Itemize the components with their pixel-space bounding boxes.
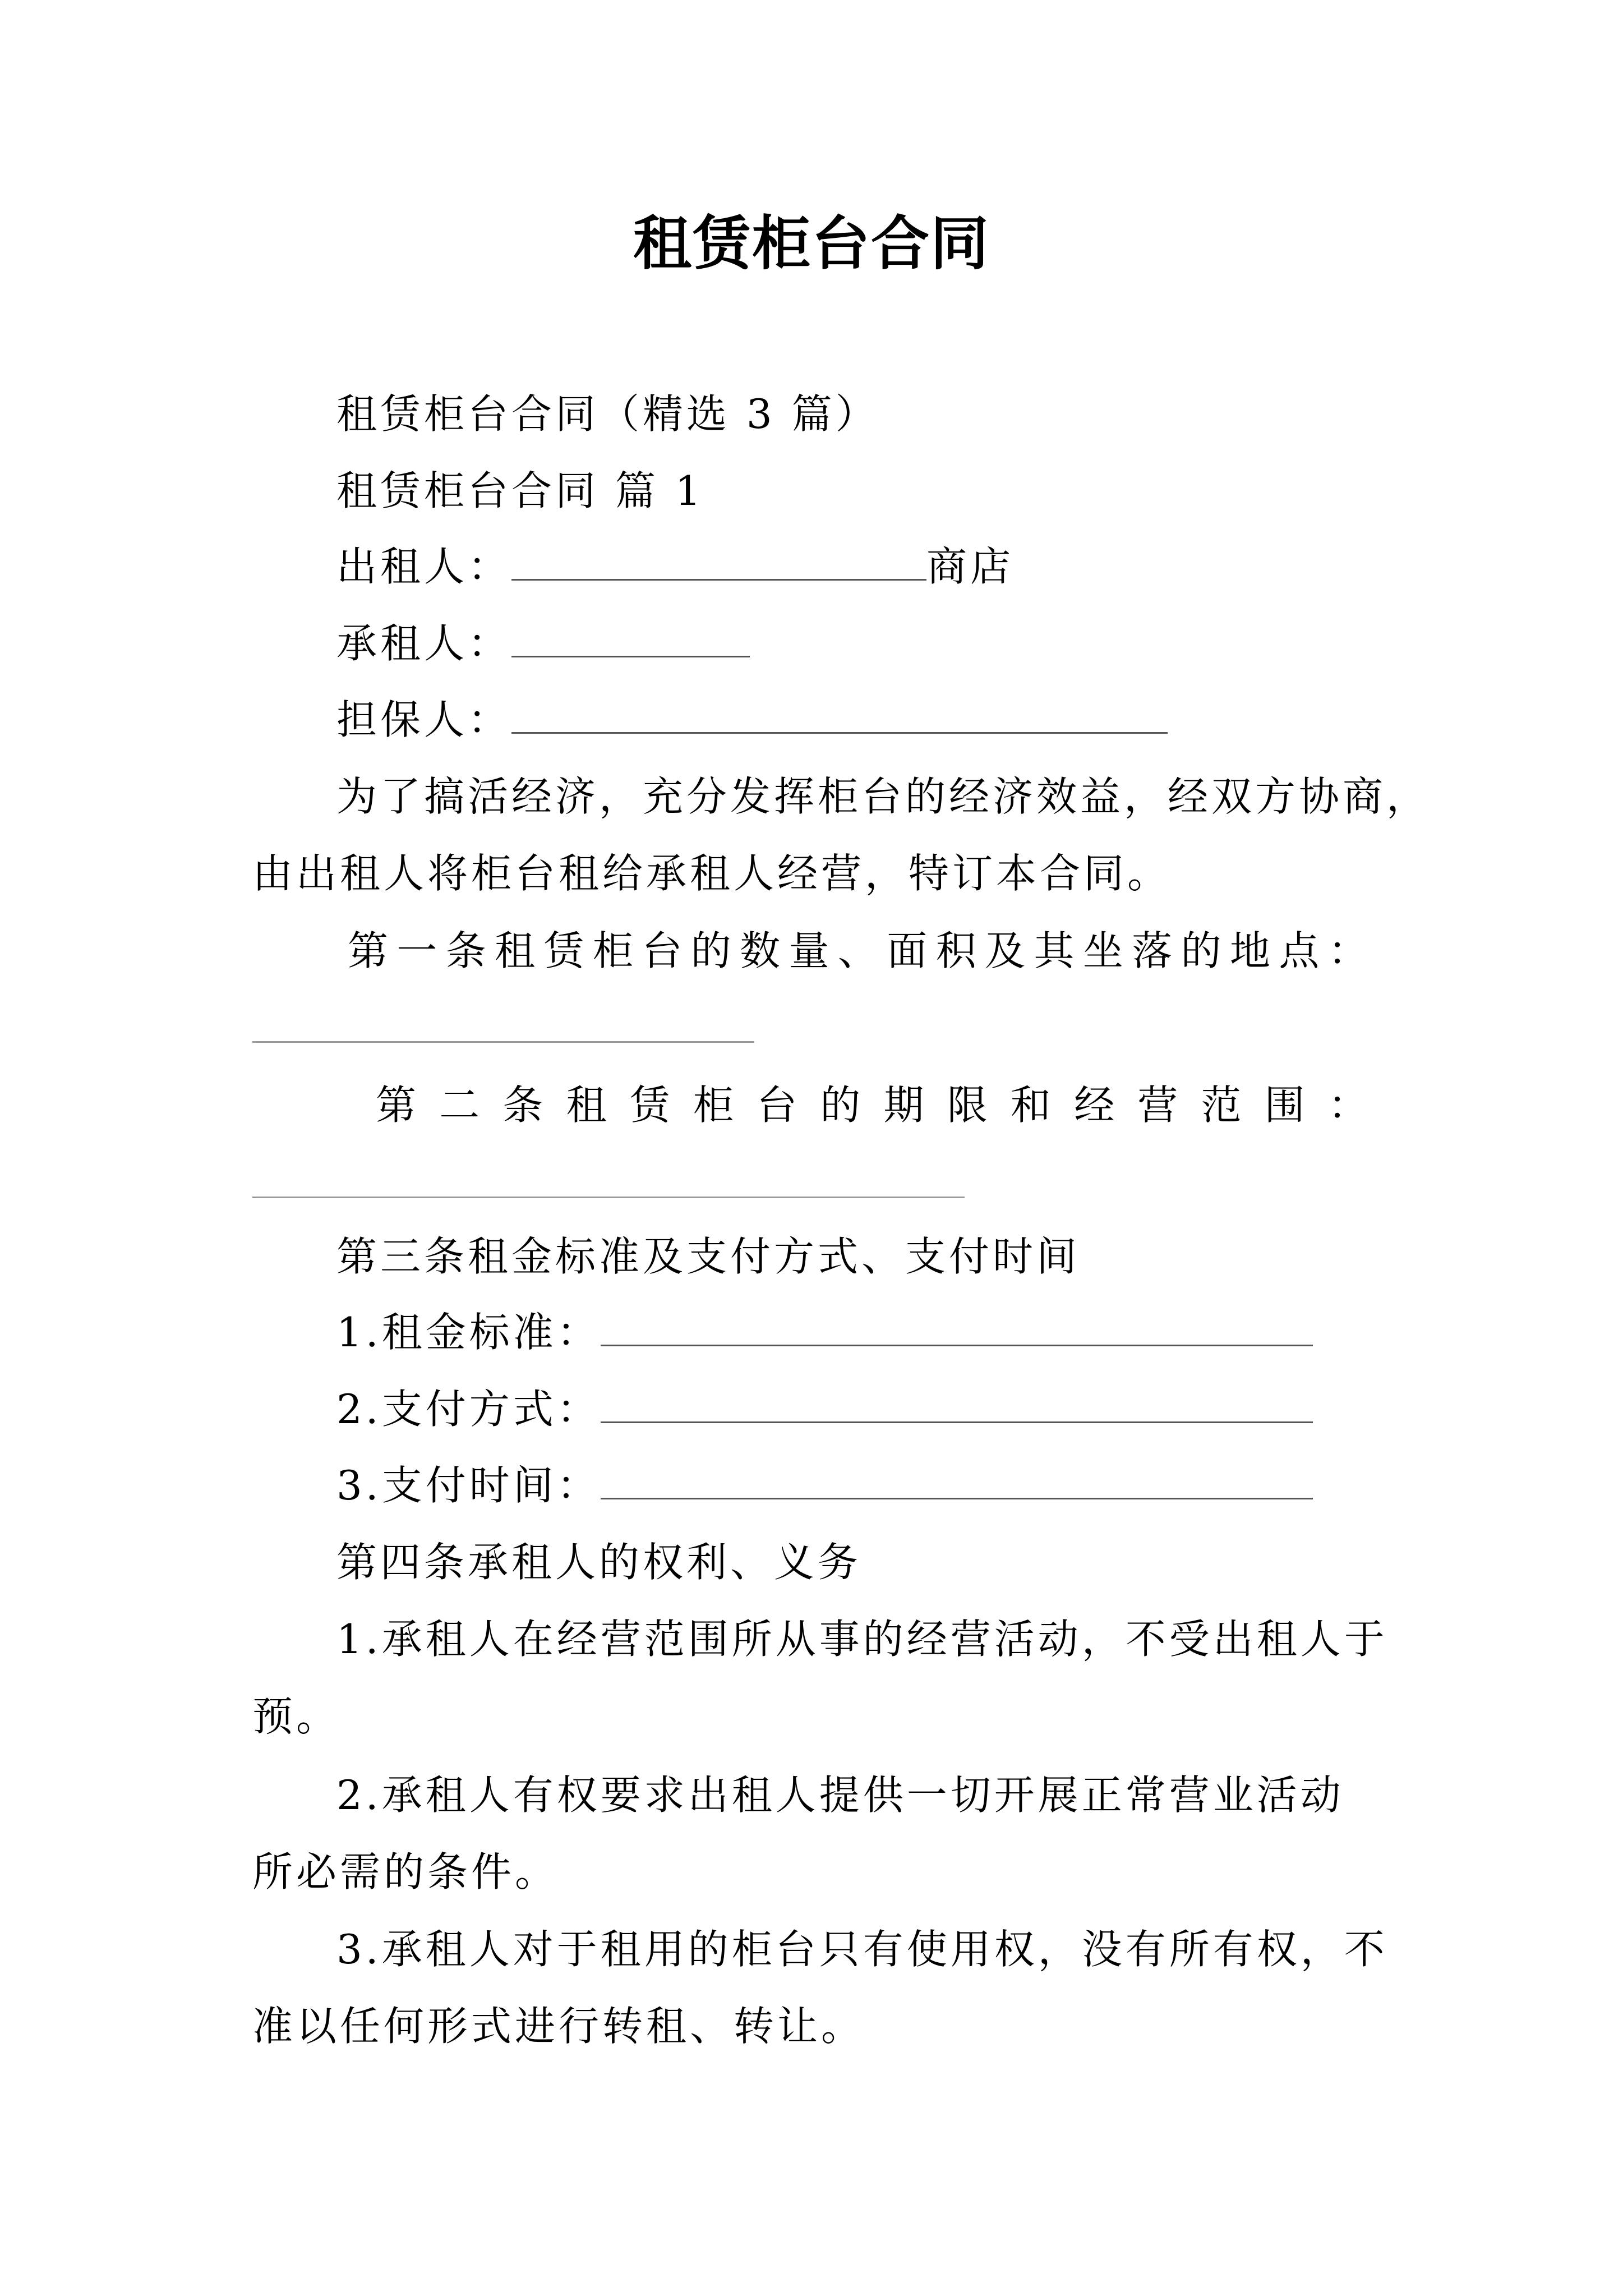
- justified-char: 、: [837, 927, 878, 974]
- justified-char: 租: [495, 927, 536, 974]
- justified-char: 赁: [629, 1082, 670, 1129]
- article-2-text: [376, 1077, 1368, 1133]
- article-4: 第四条承租人的权利、义务: [336, 1539, 862, 1586]
- justified-char: 积: [935, 927, 976, 974]
- justified-char: 条: [502, 1082, 543, 1129]
- lessee-blank: [511, 621, 750, 657]
- justified-char: 第: [348, 927, 389, 974]
- justified-char: 围: [1264, 1082, 1305, 1129]
- intro-line-2: 由出租人将柜台租给承租人经营，特订本合同。: [252, 850, 1172, 897]
- right-3-line-1: 3.承租人对于租用的柜台只有使用权，没有所有权，不: [336, 1926, 1388, 1973]
- right-2-line-1: 2.承租人有权要求出租人提供一切开展正常营业活动: [336, 1772, 1344, 1819]
- justified-char: ：: [1327, 1082, 1368, 1129]
- justified-char: 面: [887, 927, 928, 974]
- lessor-suffix: 商店: [926, 543, 1015, 590]
- payment-method-label: 2.支付方式：: [336, 1386, 601, 1433]
- article-2: [376, 1077, 1368, 1133]
- justified-char: 的: [820, 1082, 861, 1129]
- justified-char: 柜: [592, 927, 633, 974]
- rent-standard-label: 1.租金标准：: [336, 1309, 601, 1356]
- payment-time-blank: [601, 1463, 1313, 1499]
- justified-char: 限: [947, 1082, 988, 1129]
- article-1-text: [348, 923, 1368, 979]
- justified-char: 二: [439, 1082, 480, 1129]
- right-1-line-2: 预。: [252, 1693, 340, 1740]
- intro-line-1: 为了搞活经济，充分发挥柜台的经济效益，经双方协商，: [336, 773, 1431, 820]
- justified-char: ：: [1327, 927, 1368, 974]
- justified-char: 经: [1074, 1082, 1115, 1129]
- justified-char: 及: [985, 927, 1026, 974]
- justified-char: 台: [757, 1082, 797, 1129]
- payment-method-line: [336, 1381, 1313, 1437]
- rent-standard-blank: [601, 1310, 1313, 1346]
- subtitle: 租赁柜台合同（精选 3 篇）: [336, 390, 879, 438]
- section-heading: 租赁柜台合同 篇 1: [336, 467, 704, 514]
- justified-char: 范: [1201, 1082, 1242, 1129]
- lessee-label: 承租人：: [336, 620, 512, 667]
- guarantor-blank: [511, 697, 1168, 734]
- justified-char: 期: [883, 1082, 924, 1129]
- justified-char: 柜: [693, 1082, 734, 1129]
- justified-char: 的: [690, 927, 731, 974]
- justified-char: 的: [1181, 927, 1221, 974]
- guarantor-line: [336, 692, 1168, 748]
- payment-time-line: [336, 1457, 1313, 1513]
- lessor-label: 出租人：: [336, 543, 512, 590]
- justified-char: 台: [642, 927, 683, 974]
- lessee-line: [336, 615, 750, 671]
- article-1: [348, 923, 1368, 979]
- justified-char: 量: [789, 927, 829, 974]
- article-3: 第三条租金标准及支付方式、支付时间: [336, 1233, 1081, 1280]
- justified-char: 点: [1279, 927, 1320, 974]
- justified-char: 其: [1034, 927, 1075, 974]
- justified-char: 赁: [543, 927, 584, 974]
- justified-char: 营: [1137, 1082, 1178, 1129]
- justified-char: 地: [1230, 927, 1271, 974]
- article-2-blank: [252, 1197, 965, 1198]
- justified-char: 一: [396, 927, 437, 974]
- lessor-line: [336, 539, 1014, 595]
- justified-char: 数: [740, 927, 781, 974]
- payment-time-label: 3.支付时间：: [336, 1462, 601, 1509]
- justified-char: 和: [1010, 1082, 1051, 1129]
- payment-method-blank: [601, 1387, 1313, 1423]
- justified-char: 落: [1132, 927, 1173, 974]
- article-1-blank: [252, 1041, 754, 1043]
- right-3-line-2: 准以任何形式进行转租、转让。: [252, 2003, 865, 2050]
- right-2-line-2: 所必需的条件。: [252, 1848, 559, 1895]
- document-title: 租赁柜台合同: [633, 209, 990, 278]
- justified-char: 条: [445, 927, 486, 974]
- right-1-line-1: 1.承租人在经营范围所从事的经营活动，不受出租人于: [336, 1616, 1388, 1663]
- justified-char: 第: [376, 1082, 417, 1129]
- rent-standard-line: [336, 1304, 1313, 1360]
- lessor-blank: [511, 544, 926, 581]
- justified-char: 坐: [1082, 927, 1123, 974]
- guarantor-label: 担保人：: [336, 696, 512, 743]
- justified-char: 租: [566, 1082, 607, 1129]
